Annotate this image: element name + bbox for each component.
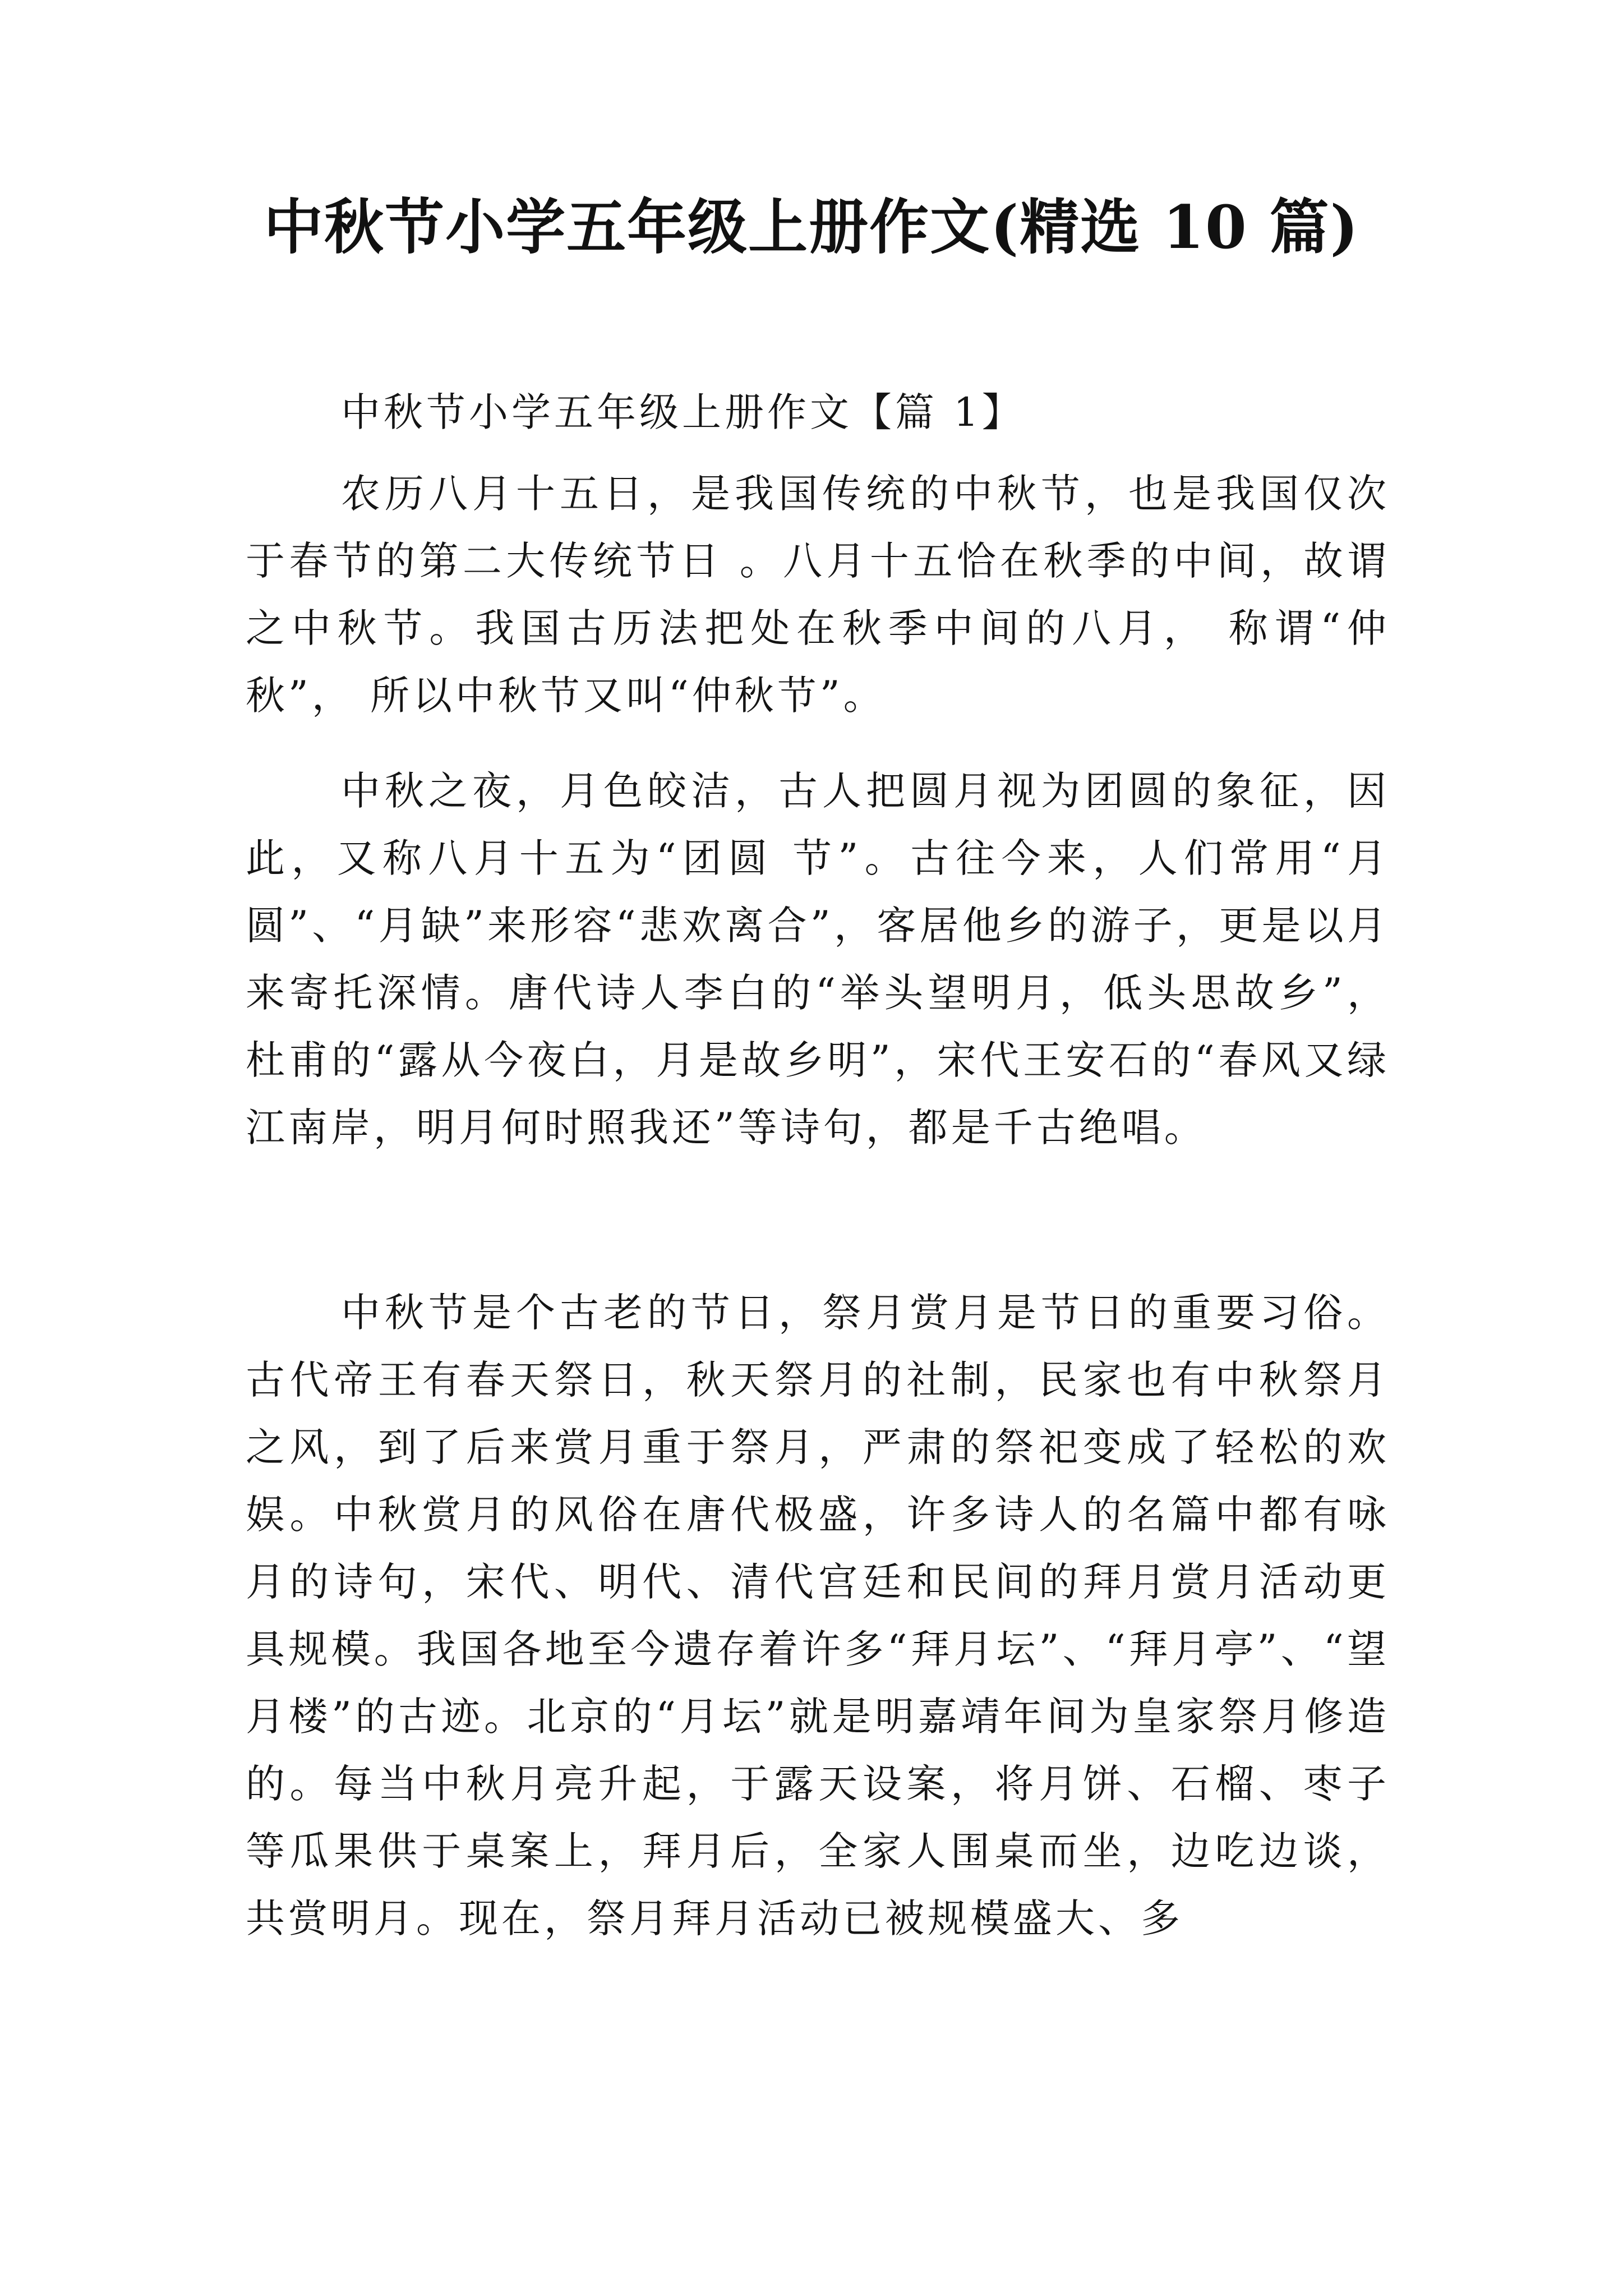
paragraph: 中秋之夜，月色皎洁，古人把圆月视为团圆的象征，因此，又称八月十五为“团圆 节”。古往今来，人们常用“月圆”、“月缺”来形容“悲欢离合”，客居他乡的游子，更是以月来寄托深情。唐代诗人李白的“举头望明月，低头思故乡”，杜甫的“露从今夜白，月是故乡明”，宋代王安石的“春风又绿江南岸，明月何时照我还”等诗句，都是千古绝唱。 (246, 768, 1390, 1151)
paragraph: 中秋节是个古老的节日，祭月赏月是节日的重要习俗。古代帝王有春天祭日，秋天祭月的社制，民家也有中秋祭月之风，到了后来赏月重于祭月，严肃的祭祀变成了轻松的欢娱。中秋赏月的风俗在唐代极盛，许多诗人的名篇中都有咏月的诗句，宋代、明代、清代宫廷和民间的拜月赏月活动更具规模。我国各地至今遗存着许多“拜月坛”、“拜月亭”、“望月楼”的古迹。北京的“月坛”就是明嘉靖年间为皇家祭月修造的。每当中秋月亮升起，于露天设案，将月饼、石榴、枣子等瓜果供于桌案上，拜月后，全家人围桌而坐，边吃边谈，共赏明月。现在，祭月拜月活动已被规模盛大、多 (246, 1290, 1390, 1941)
section-heading: 中秋节小学五年级上册作文【篇 1】 (341, 389, 1025, 435)
paragraph-2-block (246, 757, 1390, 1161)
paragraph-3-block (246, 1279, 1390, 1952)
paragraph-1-block (246, 460, 1390, 729)
document-title: 中秋节小学五年级上册作文(精选 10 篇) (264, 192, 1359, 262)
paragraph: 农历八月十五日，是我国传统的中秋节，也是我国仅次于春节的第二大传统节日 。八月十五恰在秋季的中间，故谓之中秋节。我国古历法把处在秋季中间的八月， 称谓“仲秋”， 所以中秋节又叫“仲秋节”。 (246, 471, 1390, 719)
